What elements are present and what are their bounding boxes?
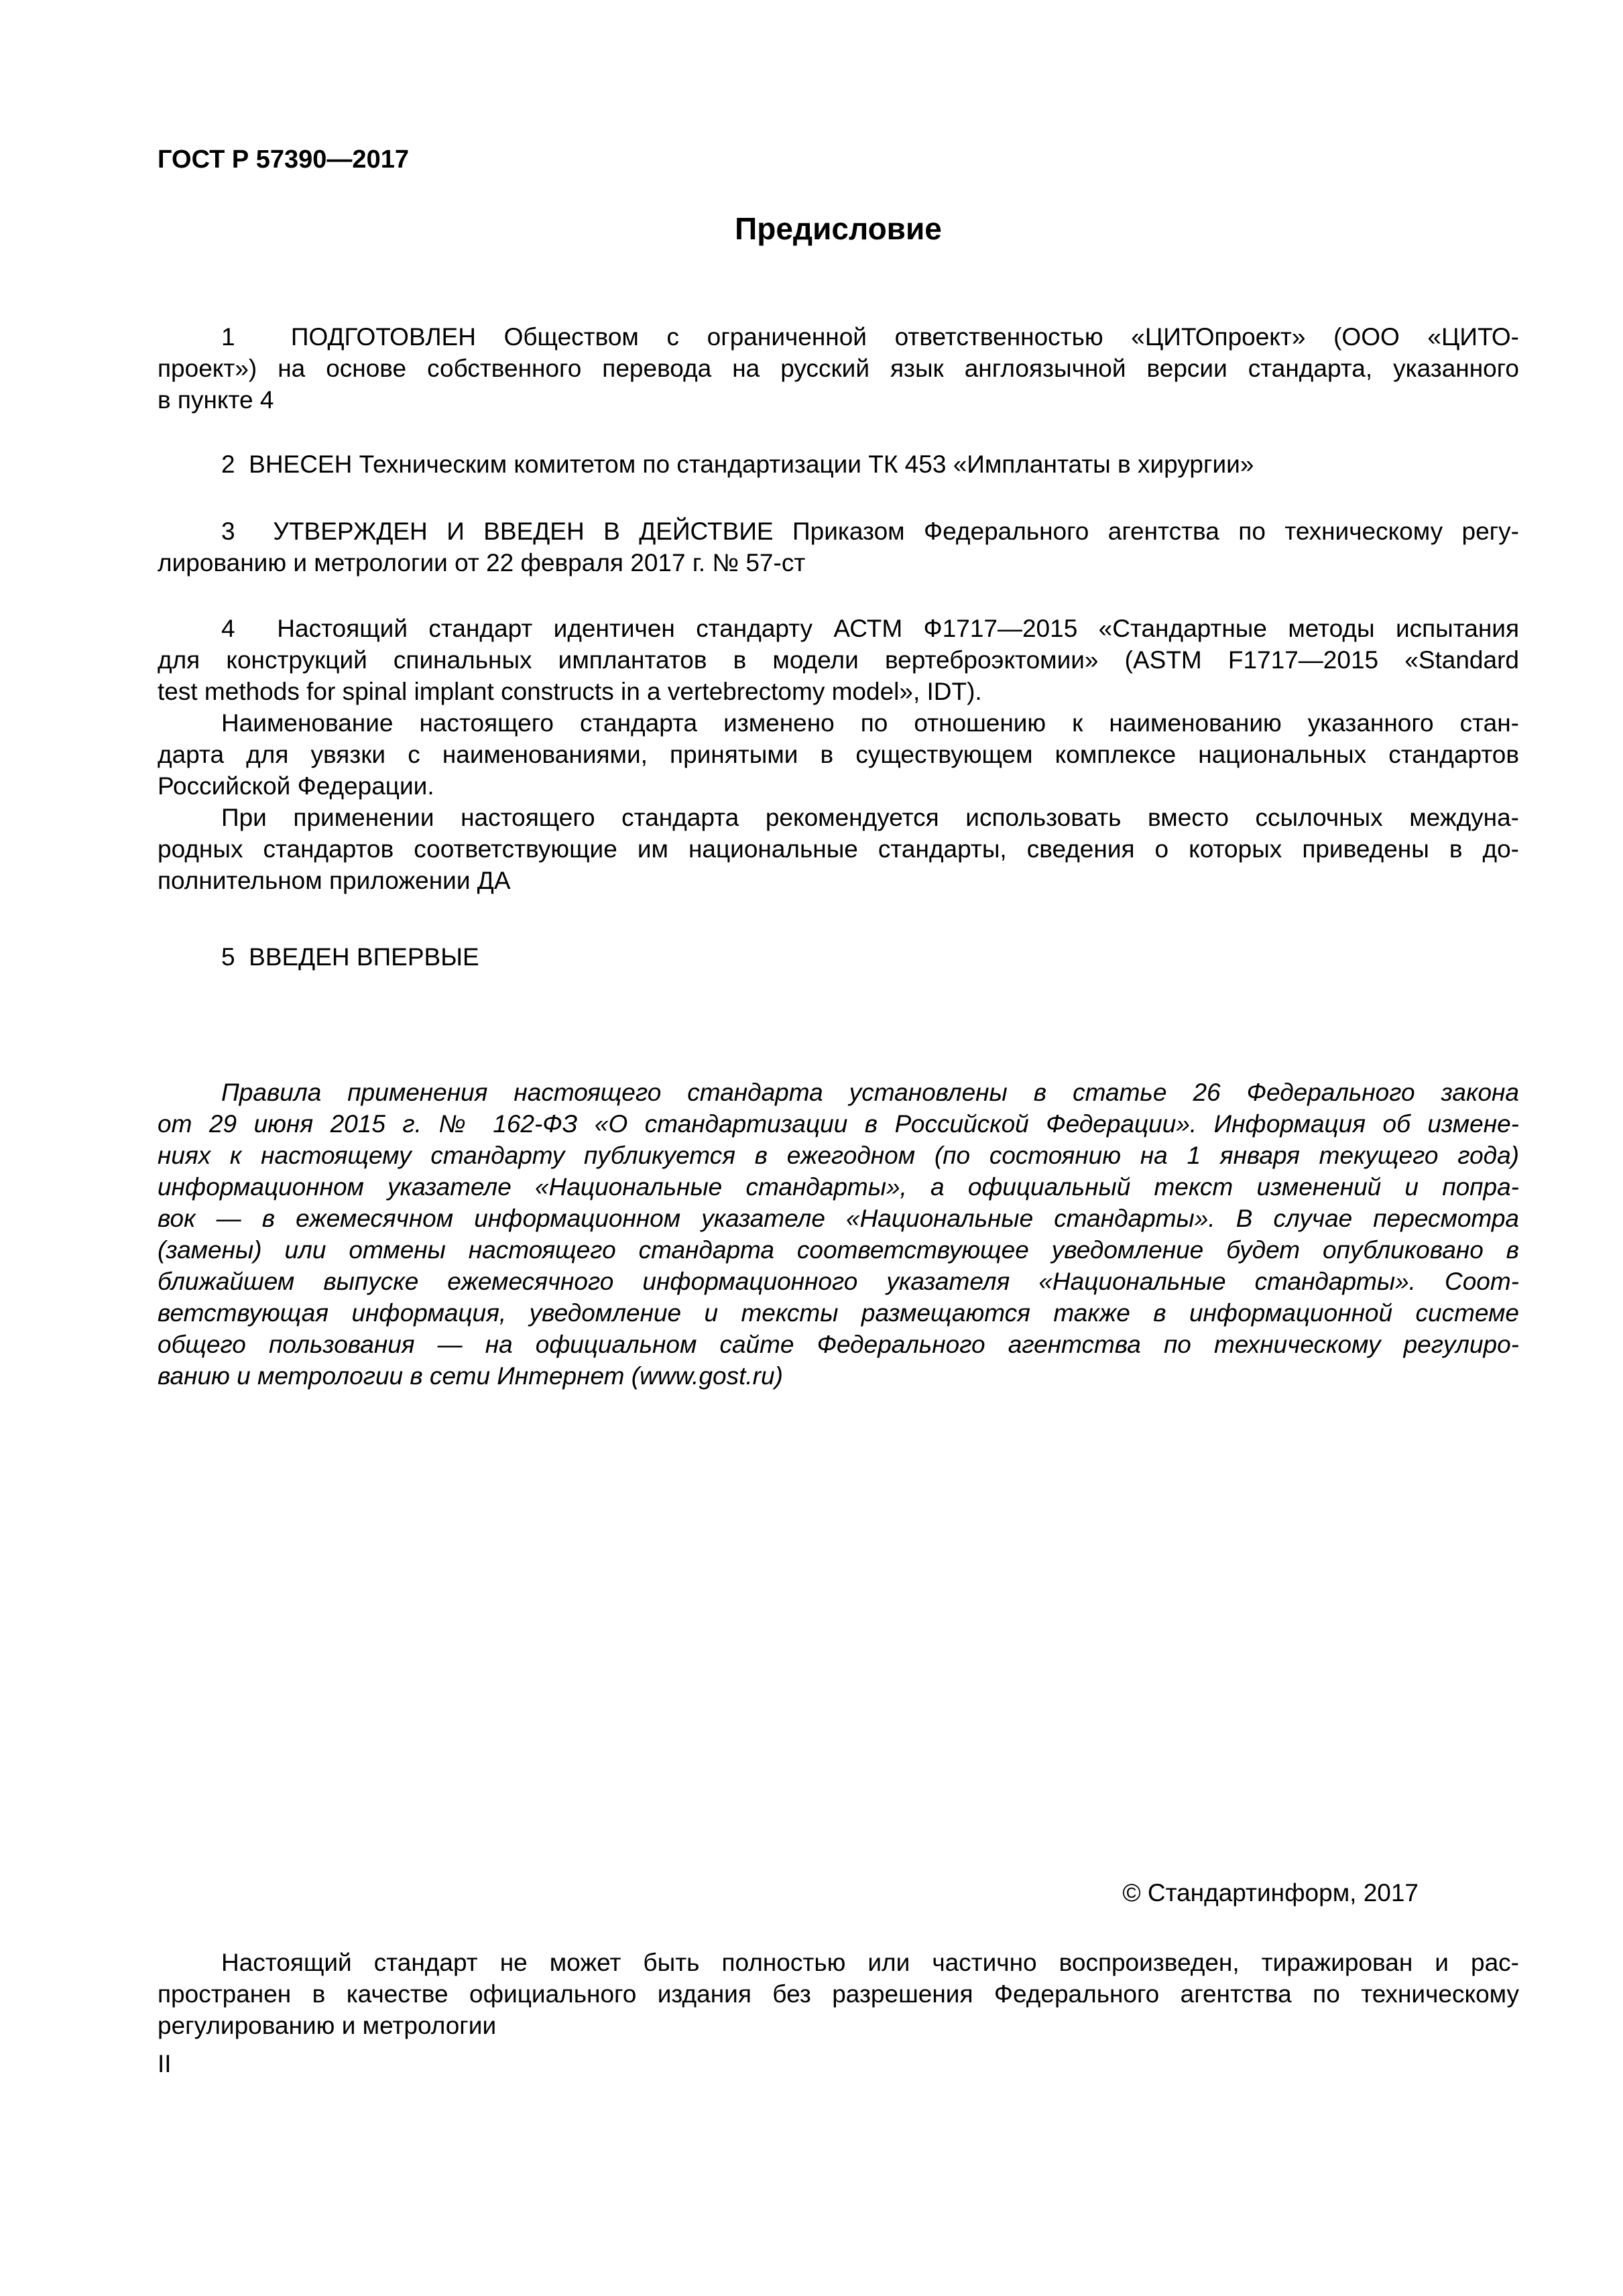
- text-line: ветствующая информация, уведомление и тексты размещаются также в информационной системе: [158, 1299, 1519, 1327]
- text-line: ванию и метрологии в сети Интернет (www.gost.ru): [158, 1362, 783, 1390]
- foreword-title: Предисловие: [735, 211, 942, 246]
- text-line: Российской Федерации.: [158, 772, 434, 800]
- text-line: проект») на основе собственного перевода на русский язык англоязычной версии стандарта, указанного: [158, 355, 1519, 382]
- text-line: Правила применения настоящего стандарта установлены в статье 26 Федерального закона: [221, 1079, 1519, 1106]
- foreword-item-3: [158, 516, 1519, 579]
- foreword-item-5: [158, 941, 1519, 973]
- text-line: регулированию и метрологии: [158, 2012, 497, 2039]
- text-line: ближайшем выпуске ежемесячного информационного указателя «Национальные стандарты». Соот-: [158, 1268, 1519, 1295]
- text-line: 3 УТВЕРЖДЕН И ВВЕДЕН В ДЕЙСТВИЕ Приказом Федерального агентства по техническому регу-: [221, 518, 1519, 545]
- text-line: для конструкций спинальных имплантатов в модели вертеброэктомии» (ASTM F1717—2015 «Standard: [158, 646, 1519, 674]
- page-number: II: [158, 2050, 172, 2077]
- text-line: лированию и метрологии от 22 февраля 2017 г. № 57-ст: [158, 549, 806, 577]
- legal-notice: [158, 1077, 1519, 1392]
- foreword-item-4-references-note: [158, 802, 1519, 896]
- text-line: 2 ВНЕСЕН Техническим комитетом по стандартизации ТК 453 «Имплантаты в хирургии»: [221, 450, 1254, 478]
- text-line: ниях к настоящему стандарту публикуется в ежегодном (по состоянию на 1 января текущего года): [158, 1142, 1519, 1169]
- text-line: При применении настоящего стандарта рекомендуется использовать вместо ссылочных междуна-: [221, 804, 1519, 831]
- text-line: информационном указателе «Национальные стандарты», а официальный текст изменений и попра-: [158, 1173, 1519, 1201]
- text-line: Наименование настоящего стандарта изменено по отношению к наименованию указанного стан-: [221, 709, 1519, 737]
- text-line: пространен в качестве официального издания без разрешения Федерального агентства по техническому: [158, 1980, 1519, 2008]
- page-content: [0, 144, 1623, 2079]
- foreword-item-4-name-change-note: [158, 707, 1519, 802]
- text-line: test methods for spinal implant constructs in a vertebrectomy model», IDT).: [158, 678, 982, 705]
- foreword-item-2: [158, 448, 1519, 480]
- text-line: в пункте 4: [158, 386, 274, 414]
- foreword-item-4: [158, 613, 1519, 707]
- text-line: 1 ПОДГОТОВЛЕН Обществом с ограниченной ответственностью «ЦИТОпроект» (ООО «ЦИТО-: [221, 323, 1519, 351]
- text-line: 4 Настоящий стандарт идентичен стандарту АСТМ Ф1717—2015 «Стандартные методы испытания: [221, 615, 1519, 642]
- copyright-line: © Стандартинформ, 2017: [1122, 1879, 1419, 1907]
- text-line: дарта для увязки с наименованиями, принятыми в существующем комплексе национальных стандартов: [158, 741, 1519, 768]
- text-line: 5 ВВЕДЕН ВПЕРВЫЕ: [221, 943, 479, 971]
- text-line: вок — в ежемесячном информационном указателе «Национальные стандарты». В случае пересмотра: [158, 1205, 1519, 1232]
- text-line: Настоящий стандарт не может быть полностью или частично воспроизведен, тиражирован и рас-: [221, 1949, 1519, 1976]
- foreword-item-1: [158, 321, 1519, 416]
- document-code: ГОСТ Р 57390—2017: [158, 145, 409, 174]
- text-line: полнительном приложении ДА: [158, 867, 511, 894]
- text-line: общего пользования — на официальном сайте Федерального агентства по техническому регулиро-: [158, 1331, 1519, 1358]
- text-line: от 29 июня 2015 г. № 162-ФЗ «О стандартизации в Российской Федерации». Информация об измене-: [158, 1110, 1519, 1138]
- reproduction-notice: [158, 1947, 1519, 2041]
- text-line: родных стандартов соответствующие им национальные стандарты, сведения о которых приведены в до-: [158, 835, 1519, 863]
- text-line: (замены) или отмены настоящего стандарта соответствующее уведомление будет опубликовано в: [158, 1236, 1519, 1264]
